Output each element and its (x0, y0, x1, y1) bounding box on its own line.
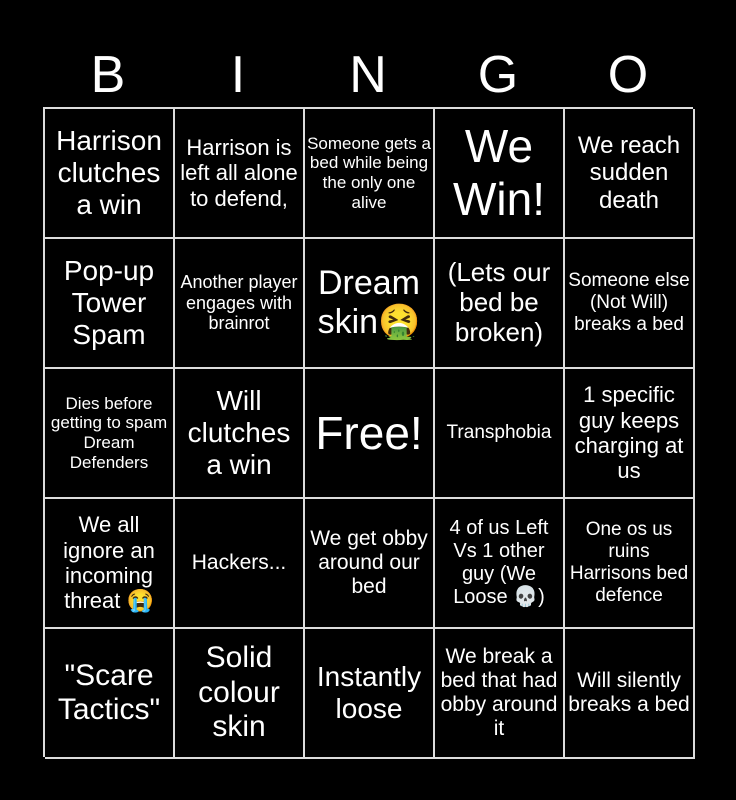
bingo-cell[interactable]: One os us ruins Harrisons bed defence (565, 499, 695, 629)
bingo-cell[interactable]: Someone gets a bed while being the only one alive (305, 109, 435, 239)
bingo-cell[interactable]: We Win! (435, 109, 565, 239)
bingo-cell[interactable]: 1 specific guy keeps charging at us (565, 369, 695, 499)
bingo-cell[interactable]: Solid colour skin (175, 629, 305, 759)
bingo-cell[interactable]: We break a bed that had obby around it (435, 629, 565, 759)
bingo-cell[interactable]: Dies before getting to spam Dream Defenders (45, 369, 175, 499)
header-letter-i: I (230, 46, 246, 104)
bingo-cell[interactable]: Another player engages with brainrot (175, 239, 305, 369)
bingo-cell[interactable]: 4 of us Left Vs 1 other guy (We Loose 💀) (435, 499, 565, 629)
bingo-cell[interactable]: Will silently breaks a bed (565, 629, 695, 759)
bingo-cell[interactable]: Pop-up Tower Spam (45, 239, 175, 369)
bingo-cell[interactable]: Harrison clutches a win (45, 109, 175, 239)
bingo-cell[interactable]: We get obby around our bed (305, 499, 435, 629)
bingo-cell[interactable]: Harrison is left all alone to defend, (175, 109, 305, 239)
bingo-grid (43, 107, 693, 757)
bingo-cell[interactable]: We reach sudden death (565, 109, 695, 239)
bingo-cell[interactable]: "Scare Tactics" (45, 629, 175, 759)
bingo-cell[interactable]: Dream skin🤮 (305, 239, 435, 369)
bingo-cell[interactable]: Someone else (Not Will) breaks a bed (565, 239, 695, 369)
bingo-cell[interactable]: Hackers... (175, 499, 305, 629)
header-letter-b: B (90, 46, 126, 104)
bingo-cell[interactable]: Transphobia (435, 369, 565, 499)
header-letter-n: N (349, 46, 387, 104)
header-letter-o: O (607, 46, 649, 104)
bingo-header (43, 44, 693, 106)
bingo-cell[interactable]: Instantly loose (305, 629, 435, 759)
header-letter-g: G (477, 46, 519, 104)
bingo-cell[interactable]: (Lets our bed be broken) (435, 239, 565, 369)
bingo-cell[interactable]: Will clutches a win (175, 369, 305, 499)
bingo-cell[interactable]: We all ignore an incoming threat 😭 (45, 499, 175, 629)
free-space-cell[interactable]: Free! (305, 369, 435, 499)
